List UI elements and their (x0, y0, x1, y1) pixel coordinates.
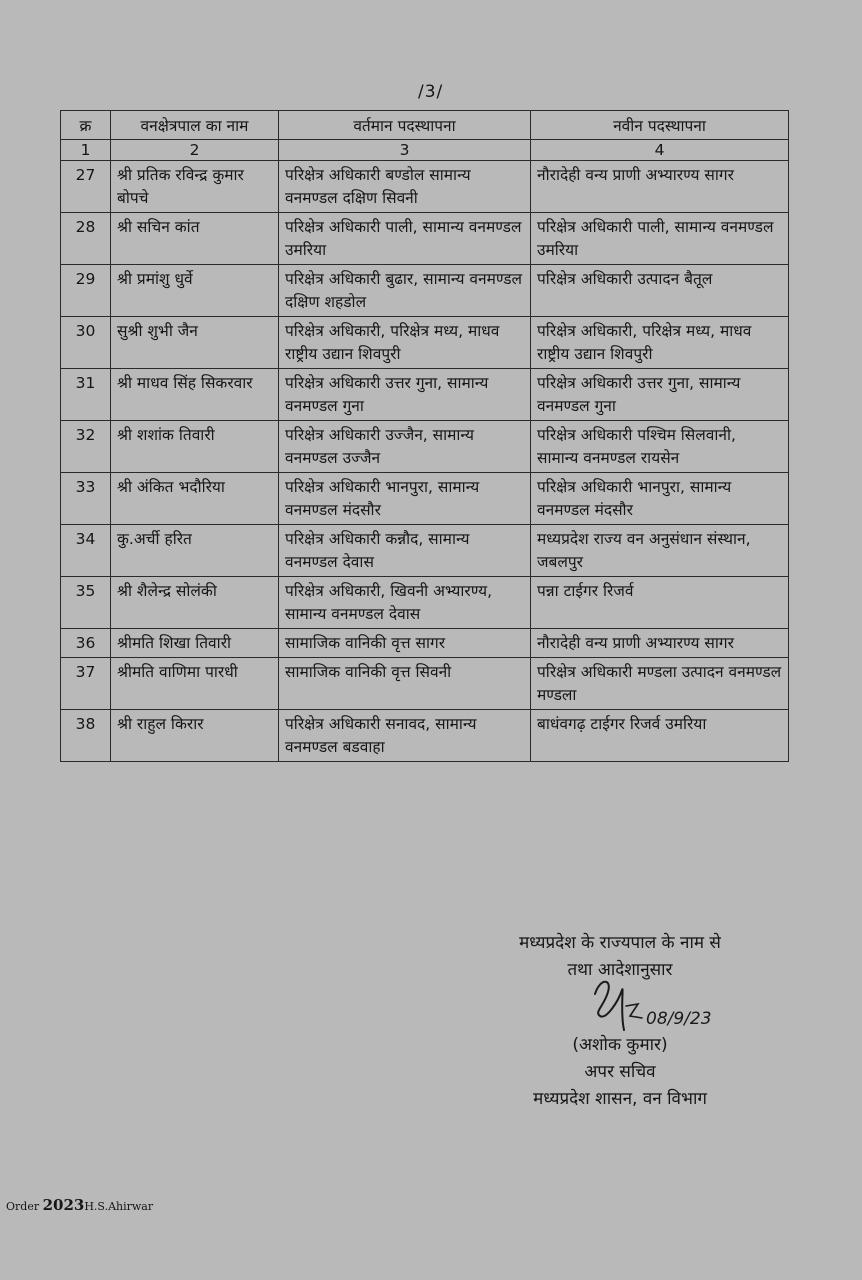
new-posting: परिक्षेत्र अधिकारी उत्तर गुना, सामान्य वनमण्डल गुना (531, 369, 789, 421)
table-row (61, 629, 789, 658)
ranger-name: श्रीमति वाणिमा पारधी (111, 658, 279, 710)
table-row (61, 317, 789, 369)
header-serial: क्र (61, 111, 111, 140)
current-posting: परिक्षेत्र अधिकारी, परिक्षेत्र मध्य, माधव राष्ट्रीय उद्यान शिवपुरी (279, 317, 531, 369)
row-serial: 38 (61, 710, 111, 762)
header-name: वनक्षेत्रपाल का नाम (111, 111, 279, 140)
header-new-posting: नवीन पदस्थापना (531, 111, 789, 140)
column-index-row (61, 140, 789, 161)
current-posting: परिक्षेत्र अधिकारी पाली, सामान्य वनमण्डल उमरिया (279, 213, 531, 265)
ranger-name: श्री अंकित भदौरिया (111, 473, 279, 525)
header-current-posting: वर्तमान पदस्थापना (279, 111, 531, 140)
current-posting: सामाजिक वानिकी वृत्त सागर (279, 629, 531, 658)
footer-prefix: Order (6, 1200, 40, 1213)
row-serial: 28 (61, 213, 111, 265)
column-index: 2 (111, 140, 279, 161)
table-row (61, 213, 789, 265)
footer-year: 2023 (42, 1196, 85, 1214)
new-posting: बाधंवगढ़ टाईगर रिजर्व उमरिया (531, 710, 789, 762)
table-row (61, 161, 789, 213)
new-posting: नौरादेही वन्य प्राणी अभ्यारण्य सागर (531, 161, 789, 213)
transfer-table (60, 110, 789, 762)
current-posting: परिक्षेत्र अधिकारी कन्नौद, सामान्य वनमण्डल देवास (279, 525, 531, 577)
row-serial: 27 (61, 161, 111, 213)
row-serial: 36 (61, 629, 111, 658)
table-row (61, 421, 789, 473)
current-posting: परिक्षेत्र अधिकारी सनावद, सामान्य वनमण्डल बडवाहा (279, 710, 531, 762)
new-posting: मध्यप्रदेश राज्य वन अनुसंधान संस्थान, जबलपुर (531, 525, 789, 577)
table-row (61, 265, 789, 317)
table-row (61, 473, 789, 525)
table-row (61, 658, 789, 710)
new-posting: परिक्षेत्र अधिकारी, परिक्षेत्र मध्य, माधव राष्ट्रीय उद्यान शिवपुरी (531, 317, 789, 369)
ranger-name: श्री राहुल किरार (111, 710, 279, 762)
ranger-name: श्री सचिन कांत (111, 213, 279, 265)
new-posting: नौरादेही वन्य प्राणी अभ्यारण्य सागर (531, 629, 789, 658)
ranger-name: श्रीमति शिखा तिवारी (111, 629, 279, 658)
current-posting: परिक्षेत्र अधिकारी, खिवनी अभ्यारण्य, सामान्य वनमण्डल देवास (279, 577, 531, 629)
row-serial: 29 (61, 265, 111, 317)
ranger-name: श्री शशांक तिवारी (111, 421, 279, 473)
current-posting: सामाजिक वानिकी वृत्त सिवनी (279, 658, 531, 710)
new-posting: परिक्षेत्र अधिकारी पश्चिम सिलवानी, सामान्य वनमण्डल रायसेन (531, 421, 789, 473)
ranger-name: कु.अर्ची हरित (111, 525, 279, 577)
row-serial: 37 (61, 658, 111, 710)
current-posting: परिक्षेत्र अधिकारी उत्तर गुना, सामान्य वनमण्डल गुना (279, 369, 531, 421)
authority-line: मध्यप्रदेश के राज्यपाल के नाम से (519, 933, 721, 953)
signatory-name: (अशोक कुमार) (572, 1035, 668, 1055)
row-serial: 30 (61, 317, 111, 369)
table-row (61, 369, 789, 421)
new-posting: परिक्षेत्र अधिकारी भानपुरा, सामान्य वनमण्डल मंदसौर (531, 473, 789, 525)
column-index: 1 (61, 140, 111, 161)
signatory-department: मध्यप्रदेश शासन, वन विभाग (533, 1089, 707, 1109)
table-row (61, 710, 789, 762)
row-serial: 32 (61, 421, 111, 473)
current-posting: परिक्षेत्र अधिकारी बण्डोल सामान्य वनमण्डल दक्षिण सिवनी (279, 161, 531, 213)
row-serial: 31 (61, 369, 111, 421)
new-posting: परिक्षेत्र अधिकारी पाली, सामान्य वनमण्डल उमरिया (531, 213, 789, 265)
footer-author: H.S.Ahirwar (84, 1200, 154, 1213)
current-posting: परिक्षेत्र अधिकारी उज्जैन, सामान्य वनमण्डल उज्जैन (279, 421, 531, 473)
row-serial: 34 (61, 525, 111, 577)
handwritten-signature (590, 972, 730, 1042)
page-number: /3/ (418, 82, 444, 102)
order-line: तथा आदेशानुसार (567, 960, 673, 980)
header-row (61, 111, 789, 140)
current-posting: परिक्षेत्र अधिकारी भानपुरा, सामान्य वनमण्डल मंदसौर (279, 473, 531, 525)
ranger-name: श्री प्रमांशु धुर्वे (111, 265, 279, 317)
current-posting: परिक्षेत्र अधिकारी बुढार, सामान्य वनमण्डल दक्षिण शहडोल (279, 265, 531, 317)
ranger-name: श्री शैलेन्द्र सोलंकी (111, 577, 279, 629)
footer-note (6, 1196, 153, 1214)
table-row (61, 577, 789, 629)
column-index: 3 (279, 140, 531, 161)
row-serial: 35 (61, 577, 111, 629)
ranger-name: श्री प्रतिक रविन्द्र कुमार बोपचे (111, 161, 279, 213)
new-posting: परिक्षेत्र अधिकारी मण्डला उत्पादन वनमण्डल मण्डला (531, 658, 789, 710)
table-row (61, 525, 789, 577)
ranger-name: सुश्री शुभी जैन (111, 317, 279, 369)
new-posting: पन्ना टाईगर रिजर्व (531, 577, 789, 629)
ranger-name: श्री माधव सिंह सिकरवार (111, 369, 279, 421)
row-serial: 33 (61, 473, 111, 525)
new-posting: परिक्षेत्र अधिकारी उत्पादन बैतूल (531, 265, 789, 317)
column-index: 4 (531, 140, 789, 161)
signature-date: 08/9/23 (646, 1009, 712, 1029)
signatory-designation: अपर सचिव (584, 1062, 656, 1082)
